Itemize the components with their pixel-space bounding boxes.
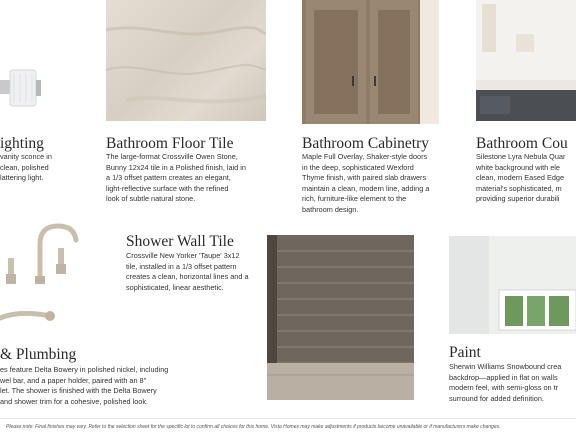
plumbing-fixtures-image	[0, 218, 115, 336]
plumbing-title: & Plumbing	[0, 346, 77, 363]
cabinetry-line: maintain a clean, modern line, adding a	[302, 183, 430, 193]
floor-tile-line: look of subtle natural stone.	[106, 194, 196, 204]
lighting-line: lattering light.	[0, 173, 44, 183]
countertop-line: material's sophisticated, m	[476, 183, 562, 193]
cabinetry-line: bathroom design.	[302, 204, 359, 214]
plumbing-line: and shower trim for a cohesive, polished look.	[0, 396, 149, 406]
countertop-line: white background with ele	[476, 162, 560, 172]
floor-tile-line: a 1/3 offset pattern creates an elegant,	[106, 173, 231, 183]
countertop-title: Bathroom Cou	[476, 136, 568, 152]
lighting-title: ighting	[0, 135, 44, 152]
floor-tile-line: The large-format Crossville Owen Stone,	[106, 152, 238, 161]
countertop-line: clean, modern Eased Edge	[476, 173, 565, 183]
lighting-description	[0, 152, 52, 184]
footer-disclaimer: Please note: Final finishes may vary. Refer to the selection sheet for the specific lot to confirm all choices for this home. Vista Homes may make adjustments if products become unavailable or if manufacturers make changes.	[6, 424, 501, 430]
lighting-line: clean, polished	[0, 162, 49, 172]
shower-tile-description	[126, 251, 249, 293]
paint-bathroom-image	[449, 236, 576, 334]
paint-title: Paint	[449, 344, 481, 361]
cabinetry-line: rich, furniture-like element to the	[302, 194, 407, 204]
paint-line: backdrop—applied in flat on walls	[449, 372, 558, 382]
paint-line: Sherwin Williams Snowbound crea	[449, 362, 562, 371]
cabinetry-line: in the deep, sophisticated Wexford	[302, 162, 414, 172]
shower-tile-line: creates a clean, horizontal lines and a	[126, 272, 249, 282]
shower-tile-line: tile, installed in a 1/3 offset pattern	[126, 261, 237, 271]
plumbing-line: es feature Delta Bowery in polished nickel, including	[0, 365, 169, 374]
plumbing-line: wel bar, and a paper holder, paired with an 8"	[0, 375, 147, 385]
shower-tile-line: sophisticated, linear aesthetic.	[126, 282, 224, 292]
shower-tile-line: Crossville New Yorker 'Taupe' 3x12	[126, 251, 240, 260]
countertop-line: providing superior durabili	[476, 194, 560, 204]
footer-divider	[0, 418, 576, 419]
paint-description	[449, 362, 576, 404]
plumbing-description	[0, 365, 168, 407]
countertop-image	[476, 0, 576, 121]
shower-tile-title: Shower Wall Tile	[126, 233, 234, 250]
floor-tile-description	[106, 152, 246, 205]
floor-tile-title: Bathroom Floor Tile	[106, 135, 234, 152]
shower-tile-image	[267, 235, 414, 400]
countertop-description	[476, 152, 576, 205]
lighting-line: vanity sconce in	[0, 152, 52, 161]
countertop-line: Silestone Lyra Nebula Quar	[476, 152, 566, 161]
vanity-sconce-image	[0, 0, 98, 124]
floor-tile-line: Bunny 12x24 tile in a Polished finish, laid in	[106, 162, 246, 172]
cabinetry-title: Bathroom Cabinetry	[302, 135, 429, 152]
floor-tile-image	[106, 0, 266, 121]
cabinetry-line: Maple Full Overlay, Shaker-style doors	[302, 152, 428, 161]
plumbing-line: let. The shower is finished with the Delta Bowery	[0, 386, 157, 396]
cabinetry-line: Thyme finish, with paired slab drawers	[302, 173, 427, 183]
cabinetry-description	[302, 152, 429, 216]
floor-tile-line: light-reflective surface with the refined	[106, 183, 229, 193]
paint-line: surround for added definition.	[449, 393, 544, 403]
paint-line: modern feel, with semi-gloss on tr	[449, 383, 559, 393]
cabinetry-image	[302, 0, 439, 124]
